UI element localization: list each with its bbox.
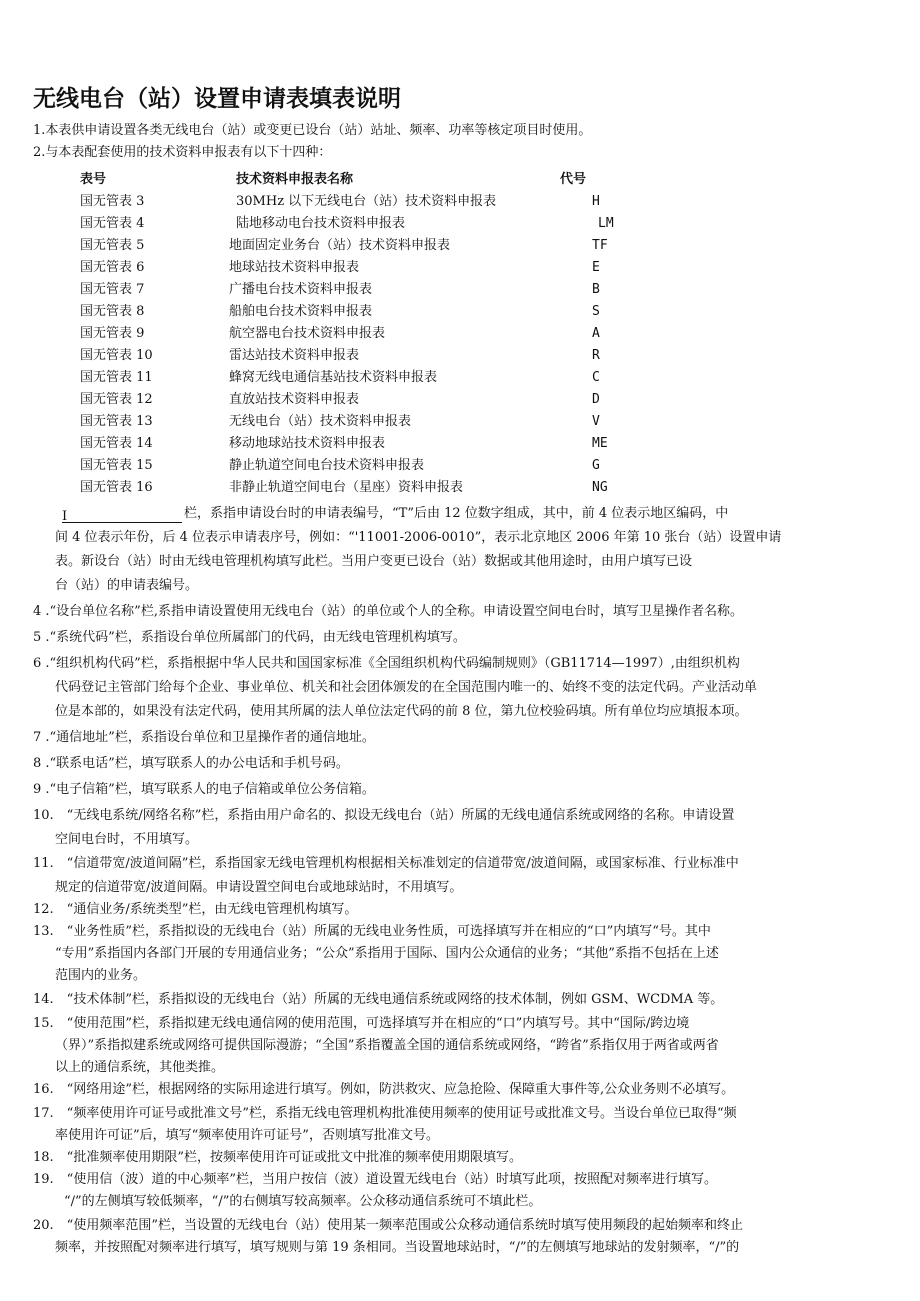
item-3-line-4: 台（站）的申请表编号。 — [55, 578, 199, 593]
table-cell-code: D — [592, 392, 600, 407]
item-line: （界）”系指拟建系统或网络可提供国际漫游；“全国”系指覆盖全国的通信系统或网络，“跨省”系指仅用于两省或两省 — [55, 1038, 719, 1053]
table-cell-name: 蜂窝无线电通信基站技术资料申报表 — [229, 370, 438, 385]
item-line: 8 .“联系电话”栏，填写联系人的办公电话和手机号码。 — [33, 756, 349, 771]
table-cell-no: 国无管表 6 — [80, 260, 145, 275]
table-cell-code: B — [592, 282, 600, 297]
item-3-text: 栏，系指申请设台时的申请表编号，“T”后由 12 位数字组成，其中，前 4 位表示地区编码，中 — [184, 506, 729, 521]
table-cell-code: S — [592, 304, 600, 319]
table-cell-no: 国无管表 12 — [80, 392, 153, 407]
table-cell-code: V — [592, 414, 600, 429]
table-cell-no: 国无管表 5 — [80, 238, 145, 253]
table-cell-no: 国无管表 7 — [80, 282, 145, 297]
item-3-line-3: 表。新设台（站）时由无线电管理机构填写此栏。当用户变更已设台（站）数据或其他用途时，由用户填写已设 — [55, 554, 693, 569]
table-cell-no: 国无管表 4 — [80, 216, 145, 231]
blank-prefix: I — [62, 509, 68, 524]
table-cell-name: 雷达站技术资料申报表 — [229, 348, 360, 363]
table-cell-name: 直放站技术资料申报表 — [229, 392, 360, 407]
item-line: 14. “技术体制”栏，系指拟设的无线电台（站）所属的无线电通信系统或网络的技术体制，例如 GSM、WCDMA 等。 — [33, 992, 724, 1007]
item-line: 11. “信道带宽/波道间隔”栏，系指国家无线电管理机构根据相关标准划定的信道带宽/波道间隔，或国家标准、行业标准中 — [33, 856, 739, 871]
item-line: 空间电台时，不用填写。 — [55, 832, 199, 847]
table-cell-code: LM — [598, 216, 614, 231]
intro-line-2: 2.与本表配套使用的技术资料申报表有以下十四种： — [33, 145, 332, 160]
table-cell-no: 国无管表 13 — [80, 414, 153, 429]
item-line: “专用”系指国内各部门开展的专用通信业务；“公众”系指用于国际、国内公众通信的业务；“其他”系指不包括在上述 — [55, 946, 719, 961]
table-cell-name: 无线电台（站）技术资料申报表 — [229, 414, 412, 429]
table-cell-code: C — [592, 370, 600, 385]
table-cell-code: G — [592, 458, 600, 473]
table-cell-code: NG — [592, 480, 608, 495]
item-line: 20. “使用频率范围”栏，当设置的无线电台（站）使用某一频率范围或公众移动通信系统时填写使用频段的起始频率和终止 — [33, 1218, 743, 1233]
table-cell-code: E — [592, 260, 600, 275]
intro-line-1: 1.本表供申请设置各类无线电台（站）或变更已设台（站）站址、频率、功率等核定项目时使用。 — [33, 123, 592, 138]
item-line: 12. “通信业务/系统类型”栏，由无线电管理机构填写。 — [33, 902, 358, 917]
table-cell-name: 非静止轨道空间电台（星座）资料申报表 — [229, 480, 464, 495]
table-cell-name: 陆地移动电台技术资料申报表 — [236, 216, 406, 231]
table-cell-no: 国无管表 11 — [80, 370, 153, 385]
item-line: 频率，并按照配对频率进行填写，填写规则与第 19 条相同。当设置地球站时，“/”的左侧填写地球站的发射频率，“/”的 — [55, 1240, 740, 1255]
item-line: 15. “使用范围”栏，系指拟建无线电通信网的使用范围，可选择填写并在相应的“口”内填写号。其中“国际/跨边境 — [33, 1016, 690, 1031]
table-cell-name: 静止轨道空间电台技术资料申报表 — [229, 458, 425, 473]
table-header-name: 技术资料申报表名称 — [236, 172, 354, 187]
item-line: 5 .“系统代码”栏，系指设台单位所属部门的代码，由无线电管理机构填写。 — [33, 630, 466, 645]
table-cell-name: 地面固定业务台（站）技术资料申报表 — [229, 238, 451, 253]
table-cell-code: H — [592, 194, 600, 209]
item-line: 13. “业务性质”栏，系指拟设的无线电台（站）所属的无线电业务性质，可选择填写并在相应的“口”内填写“号。其中 — [33, 924, 711, 939]
item-3-line-1 — [62, 504, 728, 524]
item-line: 代码登记主管部门给每个企业、事业单位、机关和社会团体颁发的在全国范围内唯一的、始终不变的法定代码。产业活动单 — [55, 680, 758, 695]
table-cell-code: A — [592, 326, 600, 341]
item-line: 7 .“通信地址”栏，系指设台单位和卫星操作者的通信地址。 — [33, 730, 375, 745]
table-header-no: 表号 — [80, 172, 107, 187]
item-line: 9 .“电子信箱”栏，填写联系人的电子信箱或单位公务信箱。 — [33, 782, 375, 797]
page-title: 无线电台（站）设置申请表填表说明 — [33, 86, 401, 112]
item-line: 4 .“设台单位名称”栏,系指申请设置使用无线电台（站）的单位或个人的全称。申请设置空间电台时，填写卫星操作者名称。 — [33, 604, 743, 619]
item-line: 范围内的业务。 — [55, 968, 147, 983]
item-line: 18. “批准频率使用期限”栏，按频率使用许可证或批文中批准的频率使用期限填写。 — [33, 1150, 522, 1165]
item-line: 率使用许可证”后，填写“频率使用许可证号”，否则填写批准文号。 — [55, 1128, 439, 1143]
table-cell-code: TF — [592, 238, 608, 253]
table-cell-no: 国无管表 10 — [80, 348, 153, 363]
table-cell-code: ME — [592, 436, 608, 451]
item-line: 17. “频率使用许可证号或批准文号”栏，系指无线电管理机构批准使用频率的使用证号或批准文号。当设台单位已取得“频 — [33, 1106, 737, 1121]
table-cell-name: 广播电台技术资料申报表 — [229, 282, 373, 297]
underline-blank — [62, 507, 182, 523]
table-header-code: 代号 — [560, 172, 587, 187]
table-cell-name: 移动地球站技术资料申报表 — [229, 436, 386, 451]
table-cell-no: 国无管表 14 — [80, 436, 153, 451]
item-line: 位是本部的，如果没有法定代码，使用其所属的法人单位法定代码的前 8 位，第九位校验码填。所有单位均应填报本项。 — [55, 704, 748, 719]
table-cell-name: 航空器电台技术资料申报表 — [229, 326, 386, 341]
item-line: 16. “网络用途”栏，根据网络的实际用途进行填写。例如，防洪救灾、应急抢险、保障重大事件等,公众业务则不必填写。 — [33, 1082, 735, 1097]
item-line: 10. “无线电系统/网络名称”栏，系指由用户命名的、拟设无线电台（站）所属的无线电通信系统或网络的名称。申请设置 — [33, 808, 735, 823]
table-cell-no: 国无管表 9 — [80, 326, 145, 341]
table-cell-code: R — [592, 348, 600, 363]
table-cell-no: 国无管表 16 — [80, 480, 153, 495]
table-cell-no: 国无管表 15 — [80, 458, 153, 473]
table-cell-name: 30MHz 以下无线电台（站）技术资料申报表 — [236, 194, 497, 209]
item-line: 规定的信道带宽/波道间隔。申请设置空间电台或地球站时，不用填写。 — [55, 880, 463, 895]
item-line: 6 .“组织机构代码”栏，系指根据中华人民共和国国家标准《全国组织机构代码编制规则》（GB11714—1997）,由组织机构 — [33, 656, 740, 671]
table-cell-no: 国无管表 3 — [80, 194, 145, 209]
item-line: 19. “使用信（波）道的中心频率”栏，当用户按信（波）道设置无线电台（站）时填写此项，按照配对频率进行填写。 — [33, 1172, 717, 1187]
table-cell-name: 船舶电台技术资料申报表 — [229, 304, 373, 319]
item-line: 以上的通信系统，其他类推。 — [55, 1060, 225, 1075]
table-cell-name: 地球站技术资料申报表 — [229, 260, 360, 275]
item-line: “/”的左侧填写较低频率，“/”的右侧填写较高频率。公众移动通信系统可不填此栏。 — [64, 1194, 542, 1209]
item-3-line-2: 间 4 位表示年份，后 4 位表示申请表序号，例如：“'11001-2006-0010”，表示北京地区 2006 年第 10 张台（站）设置申请 — [55, 530, 782, 545]
table-cell-no: 国无管表 8 — [80, 304, 145, 319]
